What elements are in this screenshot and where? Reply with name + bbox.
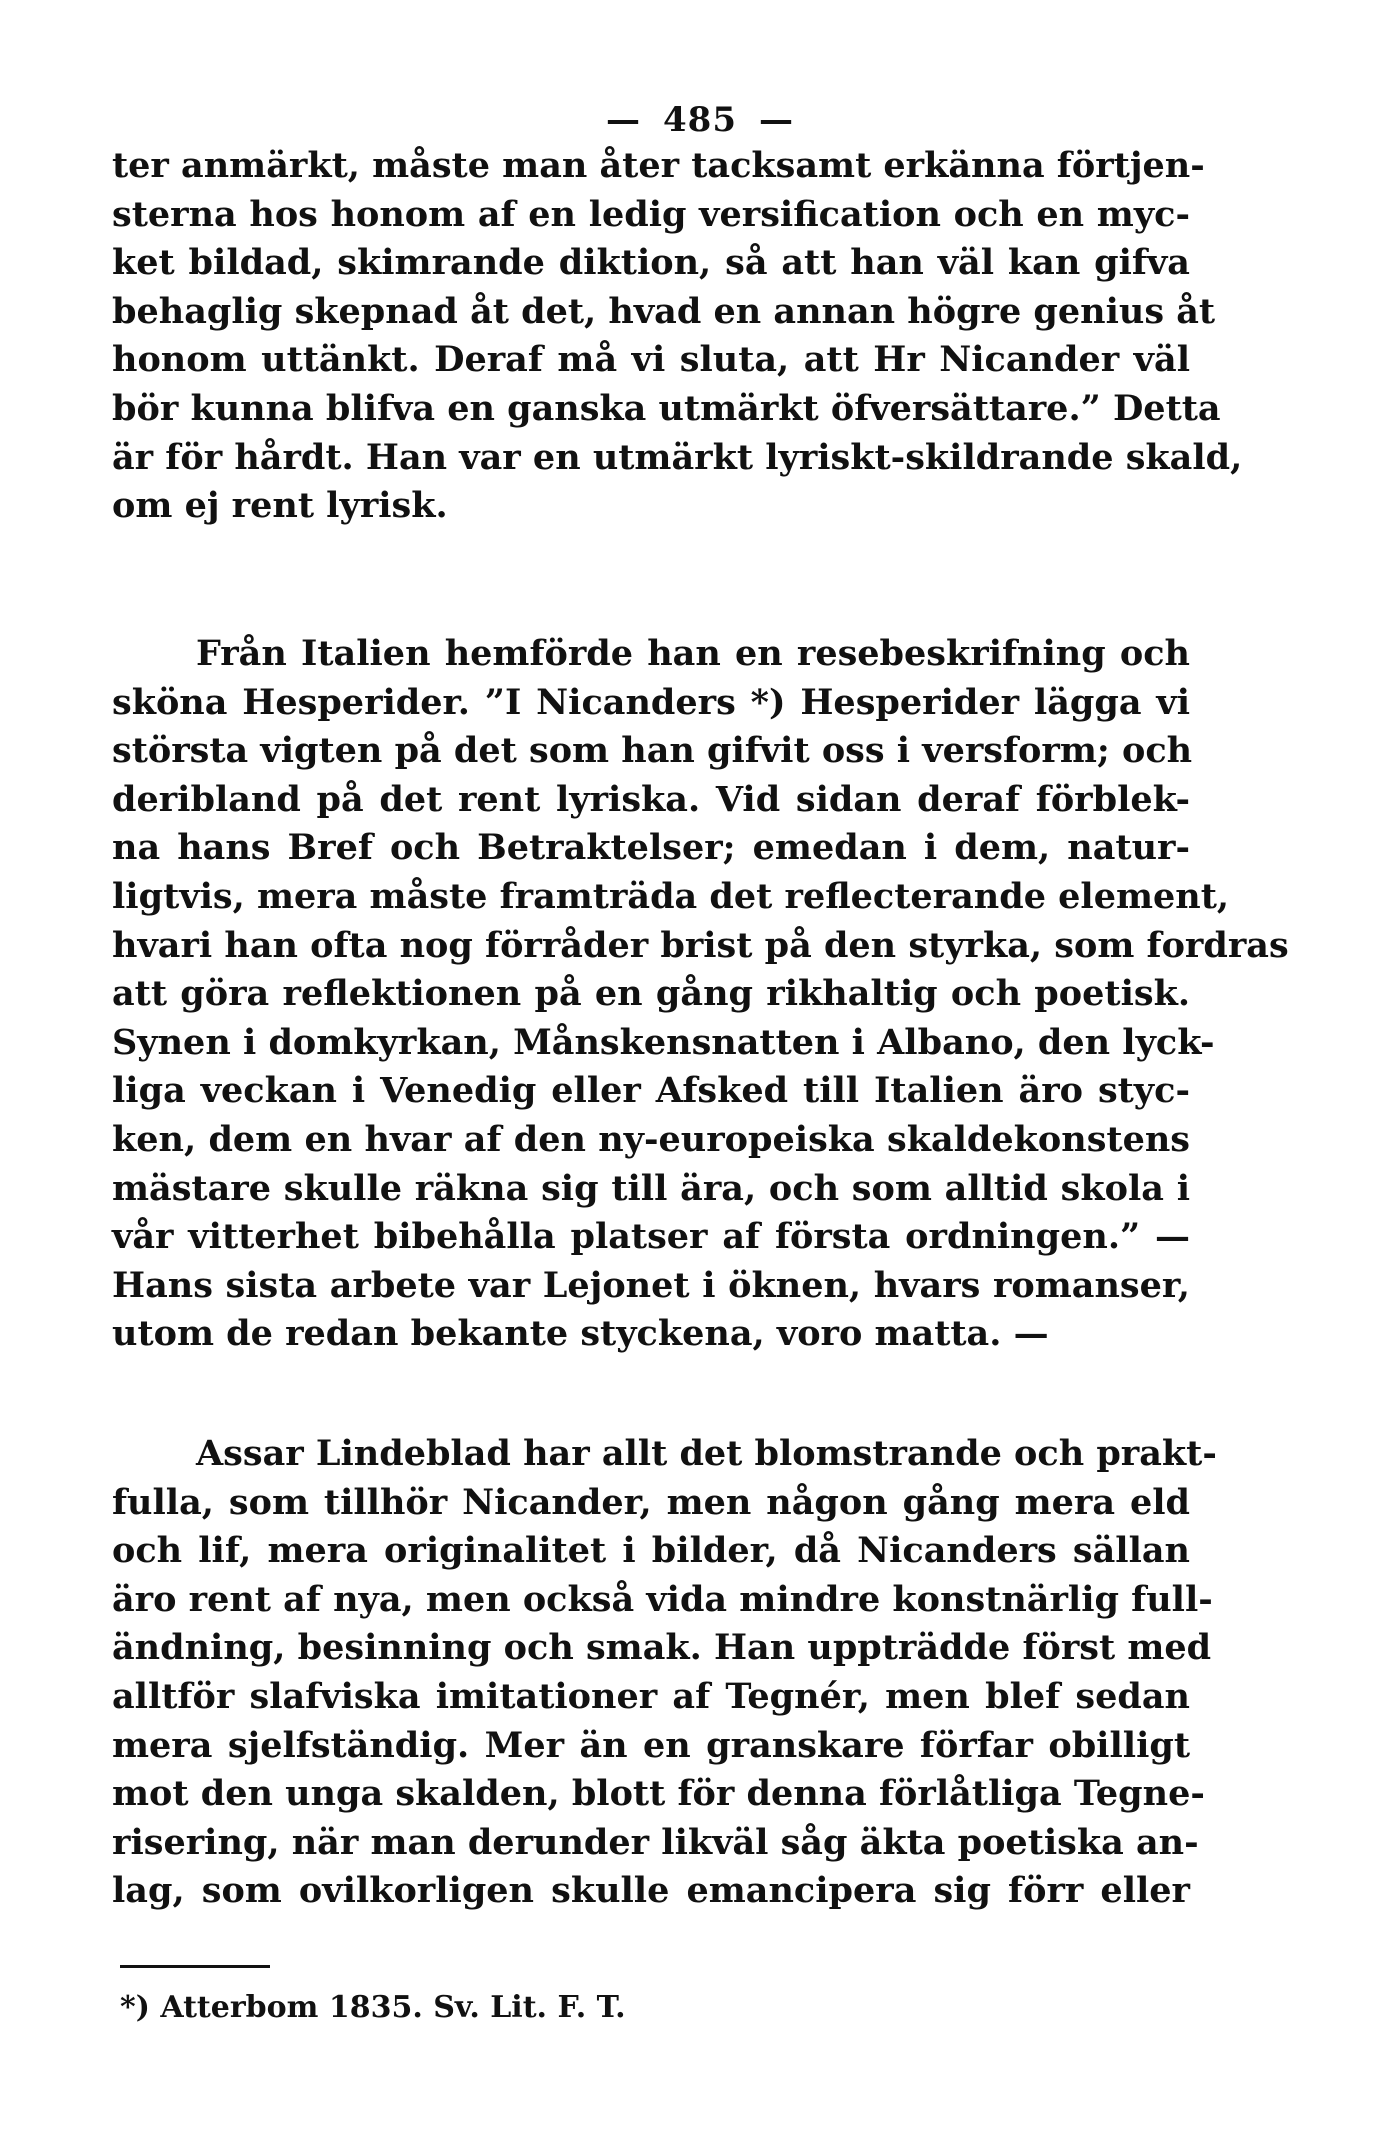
- text-line: sköna Hesperider. ”I Nicanders *) Hesperider lägga vi: [112, 681, 1190, 723]
- text-line: är för hårdt. Han var en utmärkt lyriskt-skildrande skald,: [112, 436, 1243, 478]
- footnote: *) Atterbom 1835. Sv. Lit. F. T.: [120, 1990, 626, 2025]
- text-line: Synen i domkyrkan, Månskensnatten i Albano, den lyck-: [112, 1021, 1215, 1063]
- text-line: mot den unga skalden, blott för denna förlåtliga Tegne-: [112, 1773, 1205, 1815]
- paragraph-2: [112, 630, 1289, 1359]
- footnote-rule: [120, 1965, 270, 1968]
- text-line: risering, när man derunder likväl såg äkta poetiska an-: [112, 1821, 1199, 1863]
- text-line: och lif, mera originalitet i bilder, då Nicanders sällan: [112, 1530, 1190, 1572]
- text-line: Assar Lindeblad har allt det blomstrande och prakt-: [196, 1433, 1217, 1474]
- text-line: honom uttänkt. Deraf må vi sluta, att Hr Nicander väl: [112, 339, 1190, 381]
- page-number: 485: [663, 100, 737, 140]
- text-line: utom de redan bekante styckena, voro matta. —: [112, 1313, 1049, 1355]
- page-header: [0, 100, 1400, 140]
- text-line: mästare skulle räkna sig till ära, och som alltid skola i: [112, 1167, 1190, 1209]
- text-line: ändning, besinning och smak. Han uppträdde först med: [112, 1627, 1212, 1669]
- paragraph-1: [112, 142, 1243, 531]
- paragraph-3: [112, 1430, 1217, 1916]
- text-line: ket bildad, skimrande diktion, så att han väl kan gifva: [112, 242, 1190, 284]
- text-line: Från Italien hemförde han en resebeskrifning och: [196, 633, 1190, 674]
- text-line: lag, som ovilkorligen skulle emancipera sig förr eller: [112, 1870, 1190, 1912]
- text-line: alltför slafviska imitationer af Tegnér, men blef sedan: [112, 1675, 1190, 1717]
- text-line: fulla, som tillhör Nicander, men någon gång mera eld: [112, 1481, 1190, 1523]
- text-line: Hans sista arbete var Lejonet i öknen, hvars romanser,: [112, 1264, 1190, 1306]
- text-line: mera sjelfständig. Mer än en granskare förfar obilligt: [112, 1724, 1190, 1766]
- header-left-dash: —: [606, 100, 641, 140]
- text-line: deribland på det rent lyriska. Vid sidan deraf förblek-: [112, 778, 1190, 820]
- text-line: att göra reflektionen på en gång rikhaltig och poetisk.: [112, 973, 1190, 1015]
- header-right-dash: —: [758, 100, 794, 140]
- text-line: ken, dem en hvar af den ny-europeiska skaldekonstens: [112, 1118, 1190, 1160]
- text-line: vår vitterhet bibehålla platser af första ordningen.” —: [112, 1216, 1190, 1258]
- text-line: ligtvis, mera måste framträda det reflecterande element,: [112, 875, 1230, 917]
- text-line: om ej rent lyrisk.: [112, 485, 448, 527]
- text-line: äro rent af nya, men också vida mindre konstnärlig full-: [112, 1578, 1213, 1620]
- text-line: na hans Bref och Betraktelser; emedan i dem, natur-: [112, 827, 1190, 869]
- text-line: ter anmärkt, måste man åter tacksamt erkänna förtjen-: [112, 145, 1205, 186]
- text-line: liga veckan i Venedig eller Afsked till Italien äro styc-: [112, 1070, 1190, 1112]
- text-line: hvari han ofta nog förråder brist på den styrka, som fordras: [112, 924, 1289, 966]
- text-line: bör kunna blifva en ganska utmärkt öfversättare.” Detta: [112, 387, 1221, 429]
- text-line: sterna hos honom af en ledig versification och en myc-: [112, 193, 1190, 235]
- text-line: behaglig skepnad åt det, hvad en annan högre genius åt: [112, 290, 1216, 332]
- text-line: största vigten på det som han gifvit oss i versform; och: [112, 730, 1193, 772]
